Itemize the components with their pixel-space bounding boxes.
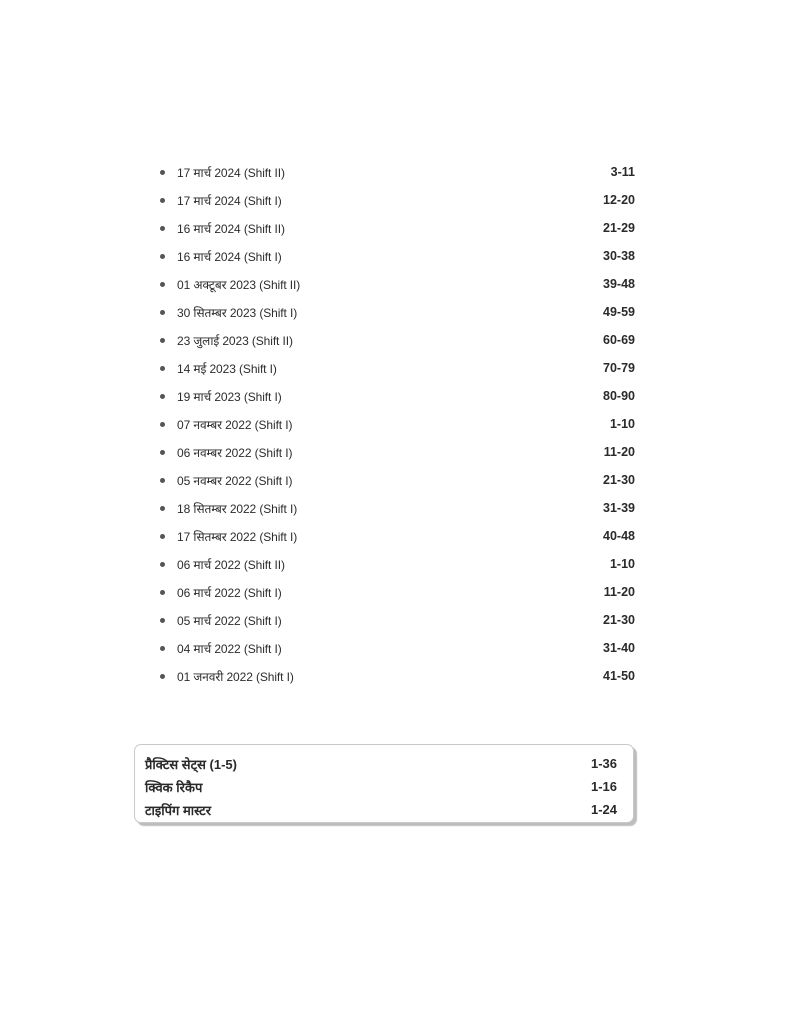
toc-item-pages: 21-29 — [603, 221, 635, 235]
extras-row-pages: 1-24 — [590, 802, 617, 817]
toc-item-left — [155, 220, 285, 237]
bullet-icon — [160, 310, 165, 315]
toc-item-left — [155, 444, 292, 461]
toc-item-label: 17 मार्च 2024 (Shift II) — [177, 165, 285, 180]
toc-item-pages: 39-48 — [603, 277, 635, 291]
toc-item-label: 19 मार्च 2023 (Shift I) — [177, 389, 282, 404]
toc-item-left — [155, 276, 300, 293]
toc-item-left — [155, 640, 282, 657]
bullet-icon — [160, 338, 165, 343]
bullet-icon — [160, 394, 165, 399]
bullet-icon — [160, 646, 165, 651]
toc-item — [155, 606, 637, 634]
bullet-icon — [160, 282, 165, 287]
bullet-icon — [160, 198, 165, 203]
bullet-icon — [160, 366, 165, 371]
toc-item-label: 14 मई 2023 (Shift I) — [177, 361, 277, 376]
extras-row — [145, 752, 617, 775]
toc-item — [155, 578, 637, 606]
toc-item-label: 30 सितम्बर 2023 (Shift I) — [177, 305, 298, 320]
toc-item — [155, 354, 637, 382]
toc-item-pages: 1-10 — [609, 557, 635, 571]
toc-item-label: 05 मार्च 2022 (Shift I) — [177, 613, 282, 628]
toc-item-pages: 31-39 — [603, 501, 635, 515]
toc-item — [155, 522, 637, 550]
toc-item-pages: 31-40 — [603, 641, 635, 655]
toc-item-left — [155, 472, 292, 489]
bullet-icon — [160, 170, 165, 175]
toc-item-label: 16 मार्च 2024 (Shift I) — [177, 249, 282, 264]
toc-item-label: 18 सितम्बर 2022 (Shift I) — [177, 501, 298, 516]
toc-item-left — [155, 668, 294, 685]
toc-item-pages: 11-20 — [603, 445, 635, 459]
bullet-icon — [160, 534, 165, 539]
toc-item — [155, 550, 637, 578]
extras-row-pages: 1-16 — [590, 779, 617, 794]
toc-item-left — [155, 500, 297, 517]
bullet-icon — [160, 478, 165, 483]
toc-item-label: 17 सितम्बर 2022 (Shift I) — [177, 529, 298, 544]
toc-item-pages: 40-48 — [603, 529, 635, 543]
toc-item-pages: 3-11 — [610, 165, 635, 179]
toc-item-left — [155, 416, 292, 433]
toc-item-left — [155, 556, 285, 573]
toc-item-label: 06 नवम्बर 2022 (Shift I) — [177, 445, 293, 460]
toc-item-pages: 60-69 — [603, 333, 635, 347]
bullet-icon — [160, 590, 165, 595]
extras-row — [145, 798, 617, 821]
toc-item-left — [155, 388, 282, 405]
toc-item — [155, 270, 637, 298]
toc-item — [155, 158, 637, 186]
extras-row-label: क्विक रिकैप — [145, 779, 203, 795]
toc-item-pages: 21-30 — [603, 613, 635, 627]
toc-item-pages: 41-50 — [603, 669, 635, 683]
toc-item — [155, 438, 637, 466]
toc-item-label: 04 मार्च 2022 (Shift I) — [177, 641, 282, 656]
toc-item-pages: 80-90 — [603, 389, 635, 403]
bullet-icon — [160, 450, 165, 455]
toc-item-pages: 49-59 — [603, 305, 635, 319]
toc-item — [155, 662, 637, 690]
extras-row-pages: 1-36 — [590, 756, 617, 771]
toc-item-pages: 12-20 — [603, 193, 635, 207]
toc-item-label: 16 मार्च 2024 (Shift II) — [177, 221, 285, 236]
toc-item-pages: 70-79 — [603, 361, 635, 375]
toc-item — [155, 242, 637, 270]
toc-item-label: 07 नवम्बर 2022 (Shift I) — [177, 417, 293, 432]
toc-item-left — [155, 332, 293, 349]
toc-item-pages: 30-38 — [603, 249, 635, 263]
toc-item — [155, 298, 637, 326]
bullet-icon — [160, 618, 165, 623]
toc-item — [155, 494, 637, 522]
toc-item — [155, 466, 637, 494]
toc-item — [155, 634, 637, 662]
toc-item-label: 01 जनवरी 2022 (Shift I) — [177, 669, 294, 684]
toc-item-label: 06 मार्च 2022 (Shift II) — [177, 557, 285, 572]
toc-item — [155, 326, 637, 354]
bullet-icon — [160, 422, 165, 427]
toc-item-left — [155, 304, 297, 321]
toc-item-label: 05 नवम्बर 2022 (Shift I) — [177, 473, 293, 488]
extras-box — [134, 744, 634, 823]
extras-row-label: प्रैक्टिस सेट्स (1-5) — [145, 756, 237, 772]
toc-item-label: 06 मार्च 2022 (Shift I) — [177, 585, 282, 600]
toc-item-left — [155, 360, 277, 377]
toc-item-pages: 1-10 — [609, 417, 635, 431]
toc-item — [155, 214, 637, 242]
toc-item-left — [155, 248, 282, 265]
extras-row — [145, 775, 617, 798]
toc-item-left — [155, 192, 282, 209]
toc-item-pages: 21-30 — [603, 473, 635, 487]
toc-item-pages: 11-20 — [603, 585, 635, 599]
bullet-icon — [160, 506, 165, 511]
toc-item-label: 01 अक्टूबर 2023 (Shift II) — [177, 277, 301, 292]
toc-item-label: 17 मार्च 2024 (Shift I) — [177, 193, 282, 208]
toc-item-left — [155, 584, 282, 601]
bullet-icon — [160, 226, 165, 231]
extras-row-label: टाइपिंग मास्टर — [145, 802, 212, 818]
toc-list — [155, 158, 637, 690]
toc-item — [155, 382, 637, 410]
toc-item — [155, 186, 637, 214]
bullet-icon — [160, 562, 165, 567]
bullet-icon — [160, 674, 165, 679]
toc-item-left — [155, 612, 282, 629]
toc-item-left — [155, 528, 297, 545]
toc-item — [155, 410, 637, 438]
toc-item-left — [155, 164, 285, 181]
bullet-icon — [160, 254, 165, 259]
toc-item-label: 23 जुलाई 2023 (Shift II) — [177, 333, 293, 348]
